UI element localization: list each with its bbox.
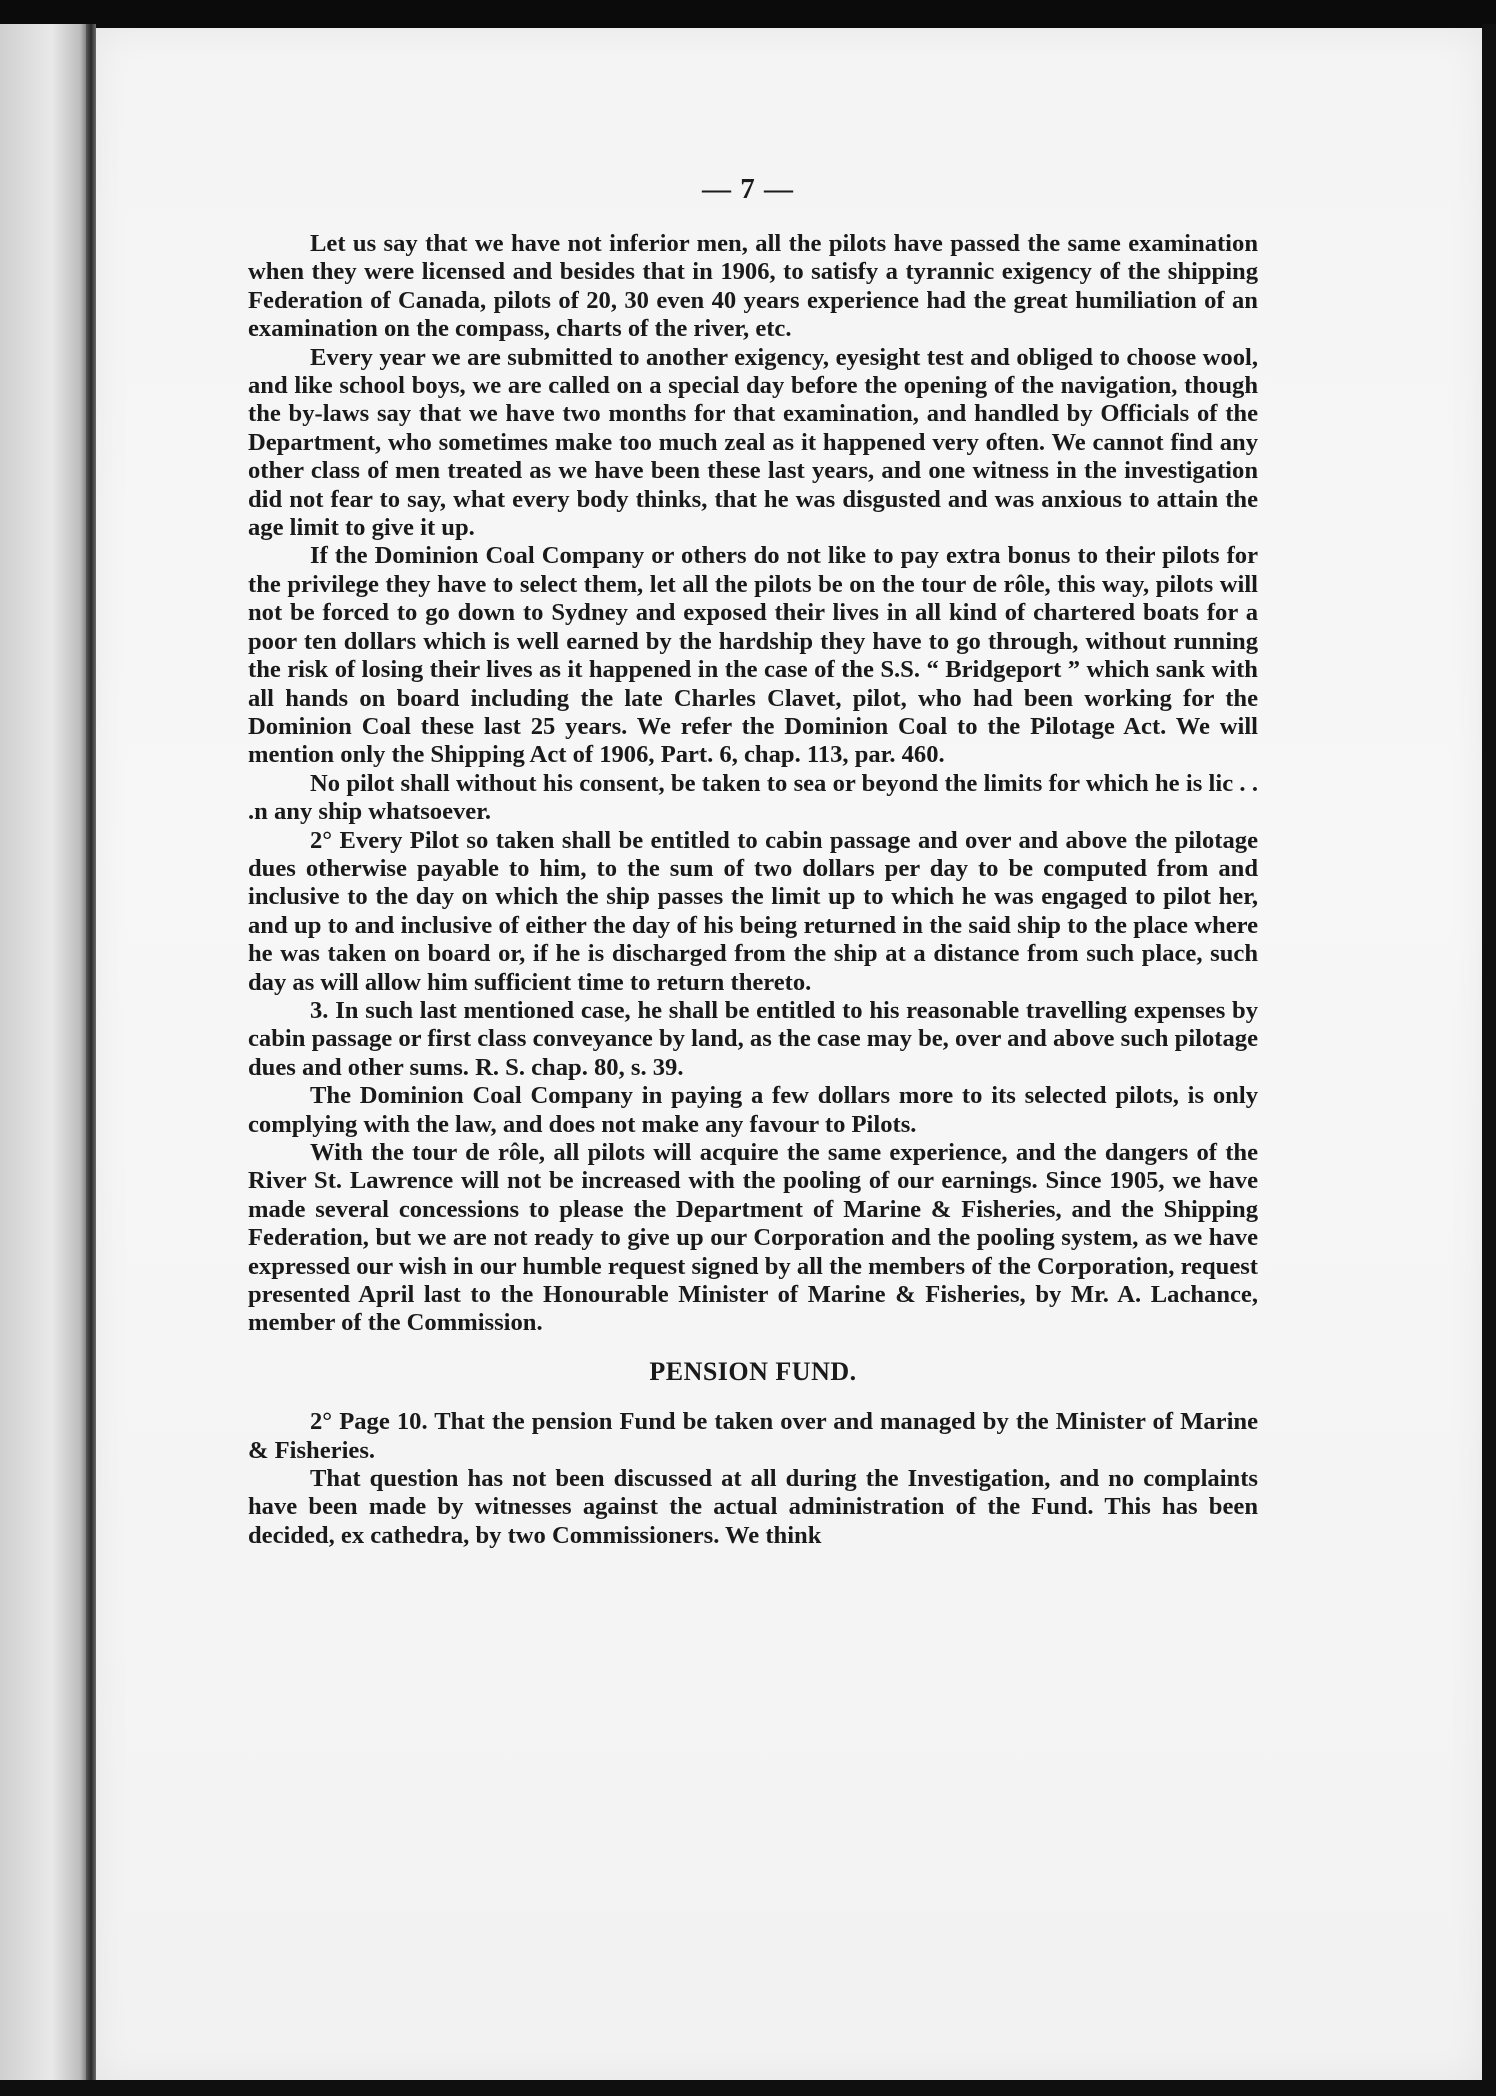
facing-page-edge — [0, 24, 94, 2084]
paragraph-dominion-coal: If the Dominion Coal Company or others do not like to pay extra bonus to their pilots for the privilege they have to select them, let all the pilots be on the tour de rôle, this way, pilots will not be forced to go down to Sydney and exposed their lives in all kind of chartered boats for a poor ten dollars which is well earned by the hardship they have to go through, without running the risk of losing their lives as it happened in the case of the S.S. “ Bridgeport ” which sank with all hands on board including the late Charles Clavet, pilot, who had been working for the Dominion Coal these last 25 years. We refer the Dominion Coal to the Pilotage Act. We will mention only the Shipping Act of 1906, Part. 6, chap. 113, par. 460. — [248, 542, 1258, 769]
book-gutter — [86, 24, 96, 2084]
paragraph-eyesight-test: Every year we are submitted to another exigency, eyesight test and obliged to choose wool, and like school boys, we are called on a special day before the opening of the navigation, though the by-laws say that we have two months for that examination, and handled by Officials of the Department, who sometimes make too much zeal as it happened very often. We cannot find any other class of men treated as we have been these last years, and one witness in the investigation did not fear to say, what every body thinks, that he was disgusted and was anxious to attain the age limit to give it up. — [248, 343, 1258, 542]
paragraph-no-pilot-consent: No pilot shall without his consent, be taken to sea or beyond the limits for which he is lic . . .n any ship whatsoever. — [248, 769, 1258, 826]
document-body — [248, 230, 1258, 1550]
section-heading-pension-fund: PENSION FUND. — [649, 1356, 857, 1386]
scan-top-edge — [0, 0, 1496, 30]
paragraph-pension-fund-proposal: 2° Page 10. That the pension Fund be taken over and managed by the Minister of Marine & Fisheries. — [248, 1408, 1258, 1464]
paragraph-tour-de-role: With the tour de rôle, all pilots will acquire the same experience, and the dangers of the River St. Lawrence will not be increased with the pooling of our earnings. Since 1905, we have made several concessions to please the Department of Marine & Fisheries, and the Shipping Federation, but we are not ready to give up our Corporation and the pooling system, as we have expressed our wish in our humble request signed by all the members of the Corporation, request presented April last to the Honourable Minister of Marine & Fisheries, by Mr. A. Lachance, member of the Commission. — [248, 1139, 1258, 1337]
scan-right-edge — [1482, 24, 1496, 2096]
paragraph-complying-law: The Dominion Coal Company in paying a few dollars more to its selected pilots, is only complying with the law, and does not make any favour to Pilots. — [248, 1082, 1258, 1138]
paragraph-travelling-expenses: 3. In such last mentioned case, he shall be entitled to his reasonable travelling expenses by cabin passage or first class conveyance by land, as the case may be, over and above such pilotage dues and other sums. R. S. chap. 80, s. 39. — [248, 996, 1258, 1081]
scan-bottom-edge — [0, 2080, 1496, 2096]
page-number: — 7 — — [702, 173, 794, 205]
paragraph-cabin-passage: 2° Every Pilot so taken shall be entitled to cabin passage and over and above the pilotage dues otherwise payable to him, to the sum of two dollars per day to be computed from and inclusive to the day on which the ship passes the limit up to which he was engaged to pilot her, and up to and inclusive of either the day of his being returned in the said ship to the place where he was taken on board or, if he is discharged from the ship at a distance from such place, such day as will allow him sufficient time to return thereto. — [248, 826, 1258, 996]
paragraph-inferior-men: Let us say that we have not inferior men, all the pilots have passed the same examination when they were licensed and besides that in 1906, to satisfy a tyrannic exigency of the shipping Federation of Canada, pilots of 20, 30 even 40 years experience had the great humiliation of an examination on the compass, charts of the river, etc. — [248, 230, 1258, 343]
paragraph-pension-fund-question: That question has not been discussed at all during the Investigation, and no complaints have been made by witnesses against the actual administration of the Fund. This has been decided, ex cathedra, by two Commissioners. We think — [248, 1465, 1258, 1549]
